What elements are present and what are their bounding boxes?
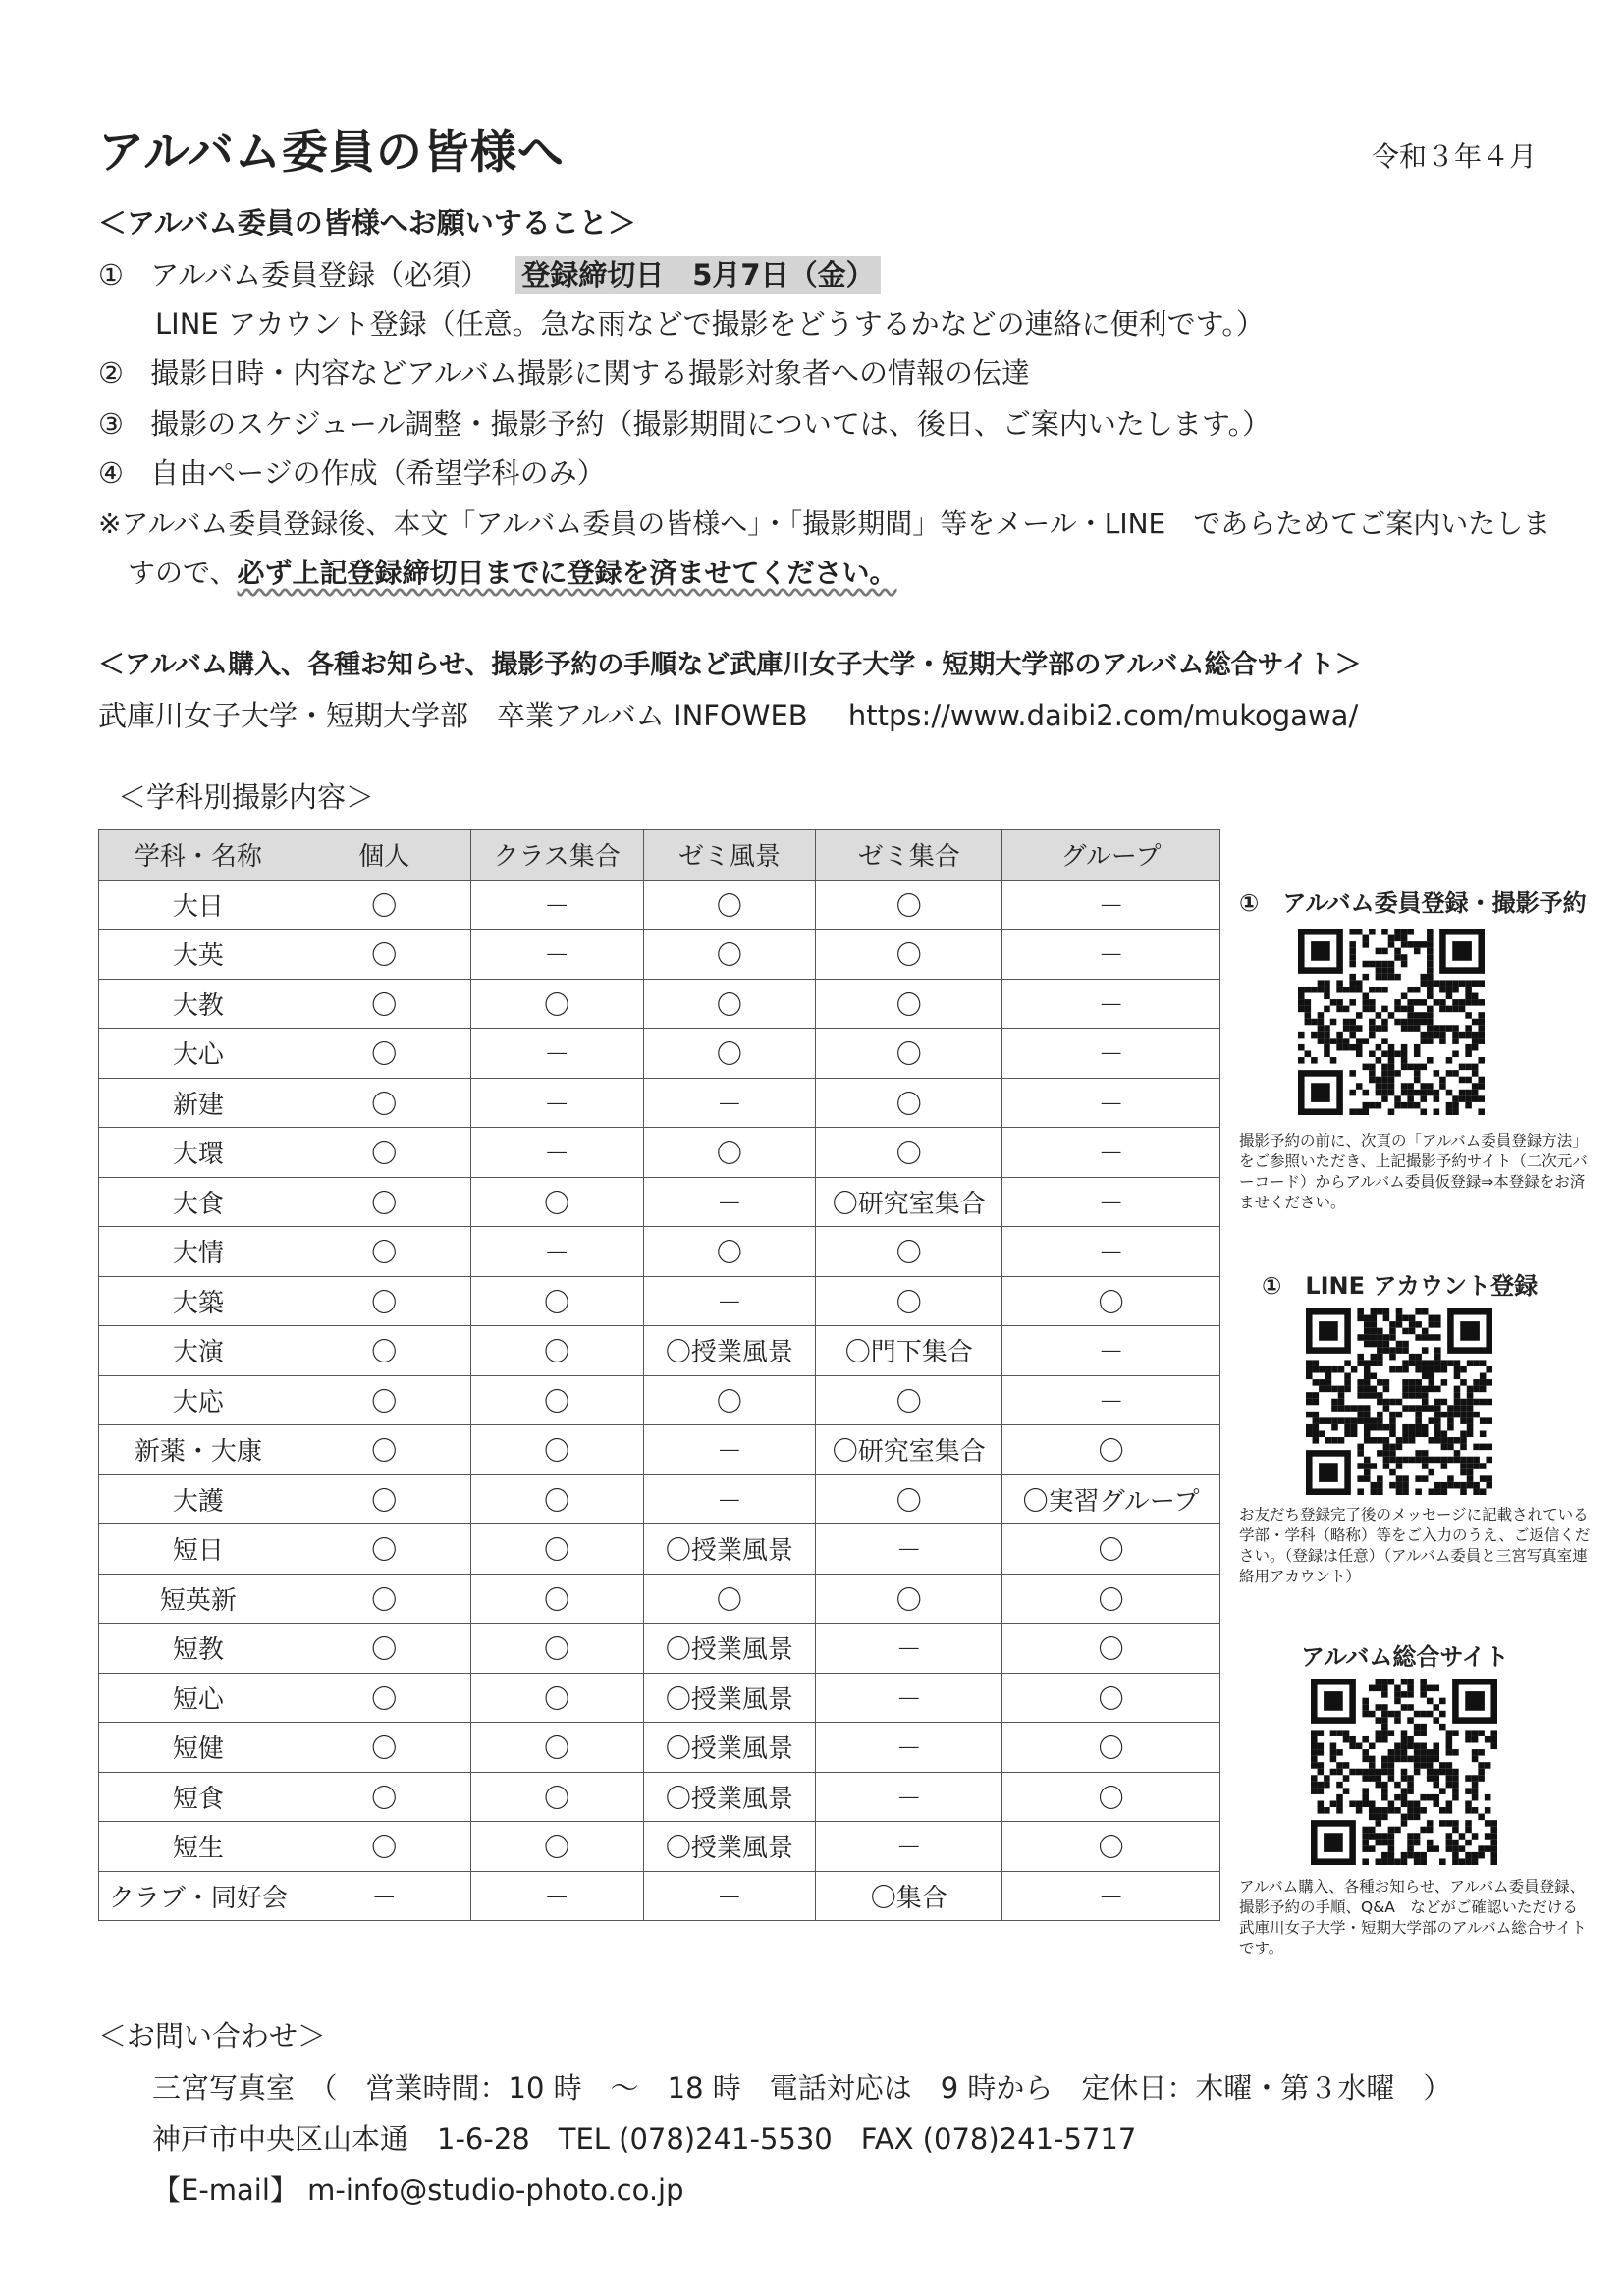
table-row [99,1524,1220,1575]
table-row [99,1276,1220,1326]
table-cell: － [470,1078,643,1128]
item-number: ② [98,356,124,390]
table-row [99,1624,1220,1674]
column-header: ゼミ風景 [643,830,816,881]
qr-code-icon[interactable] [1298,929,1485,1115]
table-cell: 〇 [816,979,1002,1029]
table-row [99,1078,1220,1128]
department-cell: 大教 [99,979,298,1029]
table-cell: － [643,1871,816,1921]
department-cell: 大環 [99,1128,298,1178]
table-cell: － [1002,1326,1220,1376]
table-cell: 〇集合 [816,1871,1002,1921]
department-cell: 大護 [99,1474,298,1524]
table-body [99,880,1220,1921]
table-cell: － [1002,930,1220,980]
department-cell: 短日 [99,1524,298,1575]
table-cell: － [470,880,643,930]
table-cell: － [816,1723,1002,1773]
table-cell: 〇 [470,1624,643,1674]
table-cell: 〇門下集合 [816,1326,1002,1376]
table-cell: 〇 [816,1574,1002,1624]
department-cell: 新建 [99,1078,298,1128]
site-name: 武庫川女子大学・短期大学部 卒業アルバム INFOWEB [98,699,808,732]
department-cell: 大心 [99,1029,298,1079]
table-cell: － [643,1177,816,1227]
request-item-3 [98,402,1271,443]
table-cell: 〇 [298,1474,470,1524]
qr-1-title: ① アルバム委員登録・撮影予約 [1239,889,1587,917]
department-cell: 短食 [99,1772,298,1822]
table-cell: 〇 [643,880,816,930]
table-cell: － [643,1276,816,1326]
table-row [99,1871,1220,1921]
contact-line-1: 三宮写真室 （ 営業時間：10 時 ～ 18 時 電話対応は 9 時から 定休日：木曜・第３水曜 ） [152,2071,1452,2105]
table-row [99,1375,1220,1425]
table-cell: 〇 [470,1524,643,1575]
qr-3-title: アルバム総合サイト [1301,1643,1509,1671]
site-heading: ＜アルバム購入、各種お知らせ、撮影予約の手順など武庫川女子大学・短期大学部のアルバム総合サイト＞ [98,650,1362,680]
contact-line-2: 神戸市中央区山本通 1-6-28 TEL (078)241-5530 FAX (078)241-5717 [152,2122,1137,2156]
table-cell: 〇 [1002,1276,1220,1326]
table-cell: 〇 [1002,1425,1220,1475]
table-cell: 〇 [470,1772,643,1822]
request-item-4 [98,452,606,492]
column-header: ゼミ集合 [816,830,1002,881]
qr-2-note: お友だち登録完了後のメッセージに記載されている学部・学科（略称）等をご入力のうえ、ご返信ください。（登録は任意）（アルバム委員と三宮写真室連絡用アカウント） [1239,1506,1591,1585]
table-cell: 〇 [298,1078,470,1128]
department-cell: 新薬・大康 [99,1425,298,1475]
table-cell: 〇 [816,1227,1002,1277]
column-header: 学科・名称 [99,830,298,881]
contact-heading: ＜お問い合わせ＞ [98,2019,327,2053]
table-cell: － [470,1871,643,1921]
department-cell: 短教 [99,1624,298,1674]
table-row [99,1574,1220,1624]
table-cell: 〇 [470,1574,643,1624]
table-cell: － [298,1871,470,1921]
table-cell: 〇 [1002,1524,1220,1575]
qr-code-icon[interactable] [1306,1308,1492,1495]
qr-code-icon[interactable] [1311,1679,1497,1865]
table-cell: － [470,1029,643,1079]
table-row [99,1128,1220,1178]
item-number: ① [98,258,124,292]
page-title: アルバム委員の皆様へ [98,126,565,180]
table-cell: 〇 [643,1227,816,1277]
table-cell: 〇 [1002,1624,1220,1674]
table-cell: 〇研究室集合 [816,1425,1002,1475]
table-cell: 〇 [643,1128,816,1178]
table-cell: － [470,1128,643,1178]
table-cell: － [1002,1375,1220,1425]
table-cell: 〇 [298,1673,470,1723]
table-cell: 〇授業風景 [643,1524,816,1575]
table-cell: 〇 [470,1822,643,1872]
table-cell: － [470,930,643,980]
table-cell: 〇授業風景 [643,1723,816,1773]
item-number: ④ [98,456,124,490]
schedule-table [98,829,1220,1921]
table-cell: 〇 [298,1375,470,1425]
department-cell: 大情 [99,1227,298,1277]
table-cell: 〇 [298,1276,470,1326]
table-cell: 〇授業風景 [643,1822,816,1872]
table-row [99,1673,1220,1723]
table-cell: － [816,1822,1002,1872]
table-cell: 〇授業風景 [643,1772,816,1822]
table-cell: 〇 [470,1474,643,1524]
request-item-1-sub: LINE アカウント登録（任意。急な雨などで撮影をどうするかなどの連絡に便利です。） [155,307,1265,341]
table-cell: － [643,1078,816,1128]
table-cell: 〇 [816,880,1002,930]
department-cell: 大築 [99,1276,298,1326]
department-cell: 大英 [99,930,298,980]
table-cell: 〇 [816,1078,1002,1128]
table-cell: 〇 [1002,1772,1220,1822]
table-cell: － [816,1772,1002,1822]
table-cell: 〇 [298,930,470,980]
table-cell: － [1002,880,1220,930]
site-info [98,694,1358,734]
table-cell: 〇 [298,1723,470,1773]
table-cell: 〇 [816,1128,1002,1178]
table-cell: 〇 [643,979,816,1029]
note-text: すので、 [128,557,238,589]
table-cell: 〇授業風景 [643,1326,816,1376]
table-cell: 〇 [470,1723,643,1773]
table-cell: － [816,1624,1002,1674]
table-cell: － [1002,1029,1220,1079]
table-cell: 〇 [298,880,470,930]
table-cell: 〇 [298,1822,470,1872]
qr-3-note: アルバム購入、各種お知らせ、アルバム委員登録、撮影予約の手順、Q&A などがご確認いただける武庫川女子大学・短期大学部のアルバム総合サイトです。 [1239,1878,1587,1957]
request-item-2 [98,351,1030,392]
table-cell: 〇 [643,930,816,980]
table-cell: － [643,1425,816,1475]
qr-1-note: 撮影予約の前に、次頁の「アルバム委員登録方法」をご参照いただき、上記撮影予約サイト（二次元バーコード）からアルバム委員仮登録⇒本登録をお済ませください。 [1239,1132,1588,1211]
table-row [99,1029,1220,1079]
table-row [99,930,1220,980]
table-row [99,1772,1220,1822]
table-cell: － [816,1524,1002,1575]
table-cell: － [643,1474,816,1524]
table-cell: 〇 [470,979,643,1029]
department-cell: 短健 [99,1723,298,1773]
table-cell: 〇 [470,1673,643,1723]
table-row [99,1474,1220,1524]
table-cell: 〇研究室集合 [816,1177,1002,1227]
note-line-1: ※アルバム委員登録後、本文「アルバム委員の皆様へ」・「撮影期間」等をメール・LINE であらためてご案内いたしま [98,507,1551,540]
table-cell: 〇 [298,1177,470,1227]
table-cell: 〇 [298,1574,470,1624]
table-cell: 〇 [298,1624,470,1674]
department-cell: 大応 [99,1375,298,1425]
item-text: 自由ページの作成（希望学科のみ） [150,456,606,490]
table-cell: 〇 [298,1524,470,1575]
issue-date: 令和３年４月 [1371,140,1537,173]
table-row [99,1723,1220,1773]
department-cell: 短心 [99,1673,298,1723]
table-cell: － [1002,979,1220,1029]
table-header-row [99,830,1220,881]
table-cell: 〇 [816,1276,1002,1326]
table-cell: 〇 [1002,1723,1220,1773]
qr-2-title: ① LINE アカウント登録 [1262,1272,1539,1300]
deadline-highlight: 登録締切日 5月7日（金） [515,256,880,294]
table-cell: 〇 [1002,1673,1220,1723]
site-url[interactable]: https://www.daibi2.com/mukogawa/ [847,699,1359,732]
table-cell: － [1002,1128,1220,1178]
table-row [99,1425,1220,1475]
table-cell: － [1002,1177,1220,1227]
table-cell: 〇 [643,1574,816,1624]
table-cell: 〇 [470,1425,643,1475]
table-cell: 〇 [816,1375,1002,1425]
table-cell: 〇 [1002,1822,1220,1872]
table-cell: 〇 [816,1474,1002,1524]
table-cell: 〇 [298,1326,470,1376]
item-text: 撮影のスケジュール調整・撮影予約（撮影期間については、後日、ご案内いたします。） [150,407,1271,441]
column-header: グループ [1002,830,1220,881]
table-row [99,979,1220,1029]
department-cell: 短英新 [99,1574,298,1624]
note-emphasis: 必ず上記登録締切日までに登録を済ませてください。 [237,557,897,589]
table-cell: － [1002,1227,1220,1277]
table-cell: 〇 [298,979,470,1029]
item-text: アルバム委員登録（必須） [150,258,490,292]
column-header: クラス集合 [470,830,643,881]
table-cell: 〇 [298,1128,470,1178]
item-text: 撮影日時・内容などアルバム撮影に関する撮影対象者への情報の伝達 [150,356,1031,390]
table-cell: 〇 [470,1375,643,1425]
table-cell: 〇 [816,930,1002,980]
request-item-1 [98,253,881,294]
table-cell: 〇授業風景 [643,1673,816,1723]
table-heading: ＜学科別撮影内容＞ [118,780,375,814]
table-cell: 〇 [643,1029,816,1079]
table-row [99,1227,1220,1277]
column-header: 個人 [298,830,470,881]
table-cell: 〇実習グループ [1002,1474,1220,1524]
table-cell: 〇 [470,1326,643,1376]
table-row [99,1822,1220,1872]
department-cell: 大日 [99,880,298,930]
table-cell: 〇 [298,1772,470,1822]
department-cell: 大演 [99,1326,298,1376]
contact-email[interactable]: 【E-mail】 m-info@studio-photo.co.jp [152,2173,684,2207]
table-row [99,1177,1220,1227]
table-cell: 〇 [298,1227,470,1277]
table-cell: － [816,1673,1002,1723]
table-cell: 〇 [298,1029,470,1079]
note-line-2 [128,552,896,591]
table-cell: 〇 [816,1029,1002,1079]
table-cell: － [1002,1078,1220,1128]
table-cell: 〇 [470,1276,643,1326]
table-cell: 〇 [1002,1574,1220,1624]
table-cell: 〇授業風景 [643,1624,816,1674]
table-cell: 〇 [298,1425,470,1475]
table-cell: 〇 [643,1375,816,1425]
table-row [99,1326,1220,1376]
department-cell: クラブ・同好会 [99,1871,298,1921]
table-cell: 〇 [470,1177,643,1227]
table-row [99,880,1220,930]
table-cell: － [1002,1871,1220,1921]
department-cell: 短生 [99,1822,298,1872]
requests-heading: ＜アルバム委員の皆様へお願いすること＞ [98,206,636,240]
department-cell: 大食 [99,1177,298,1227]
table-cell: － [470,1227,643,1277]
item-number: ③ [98,407,124,441]
